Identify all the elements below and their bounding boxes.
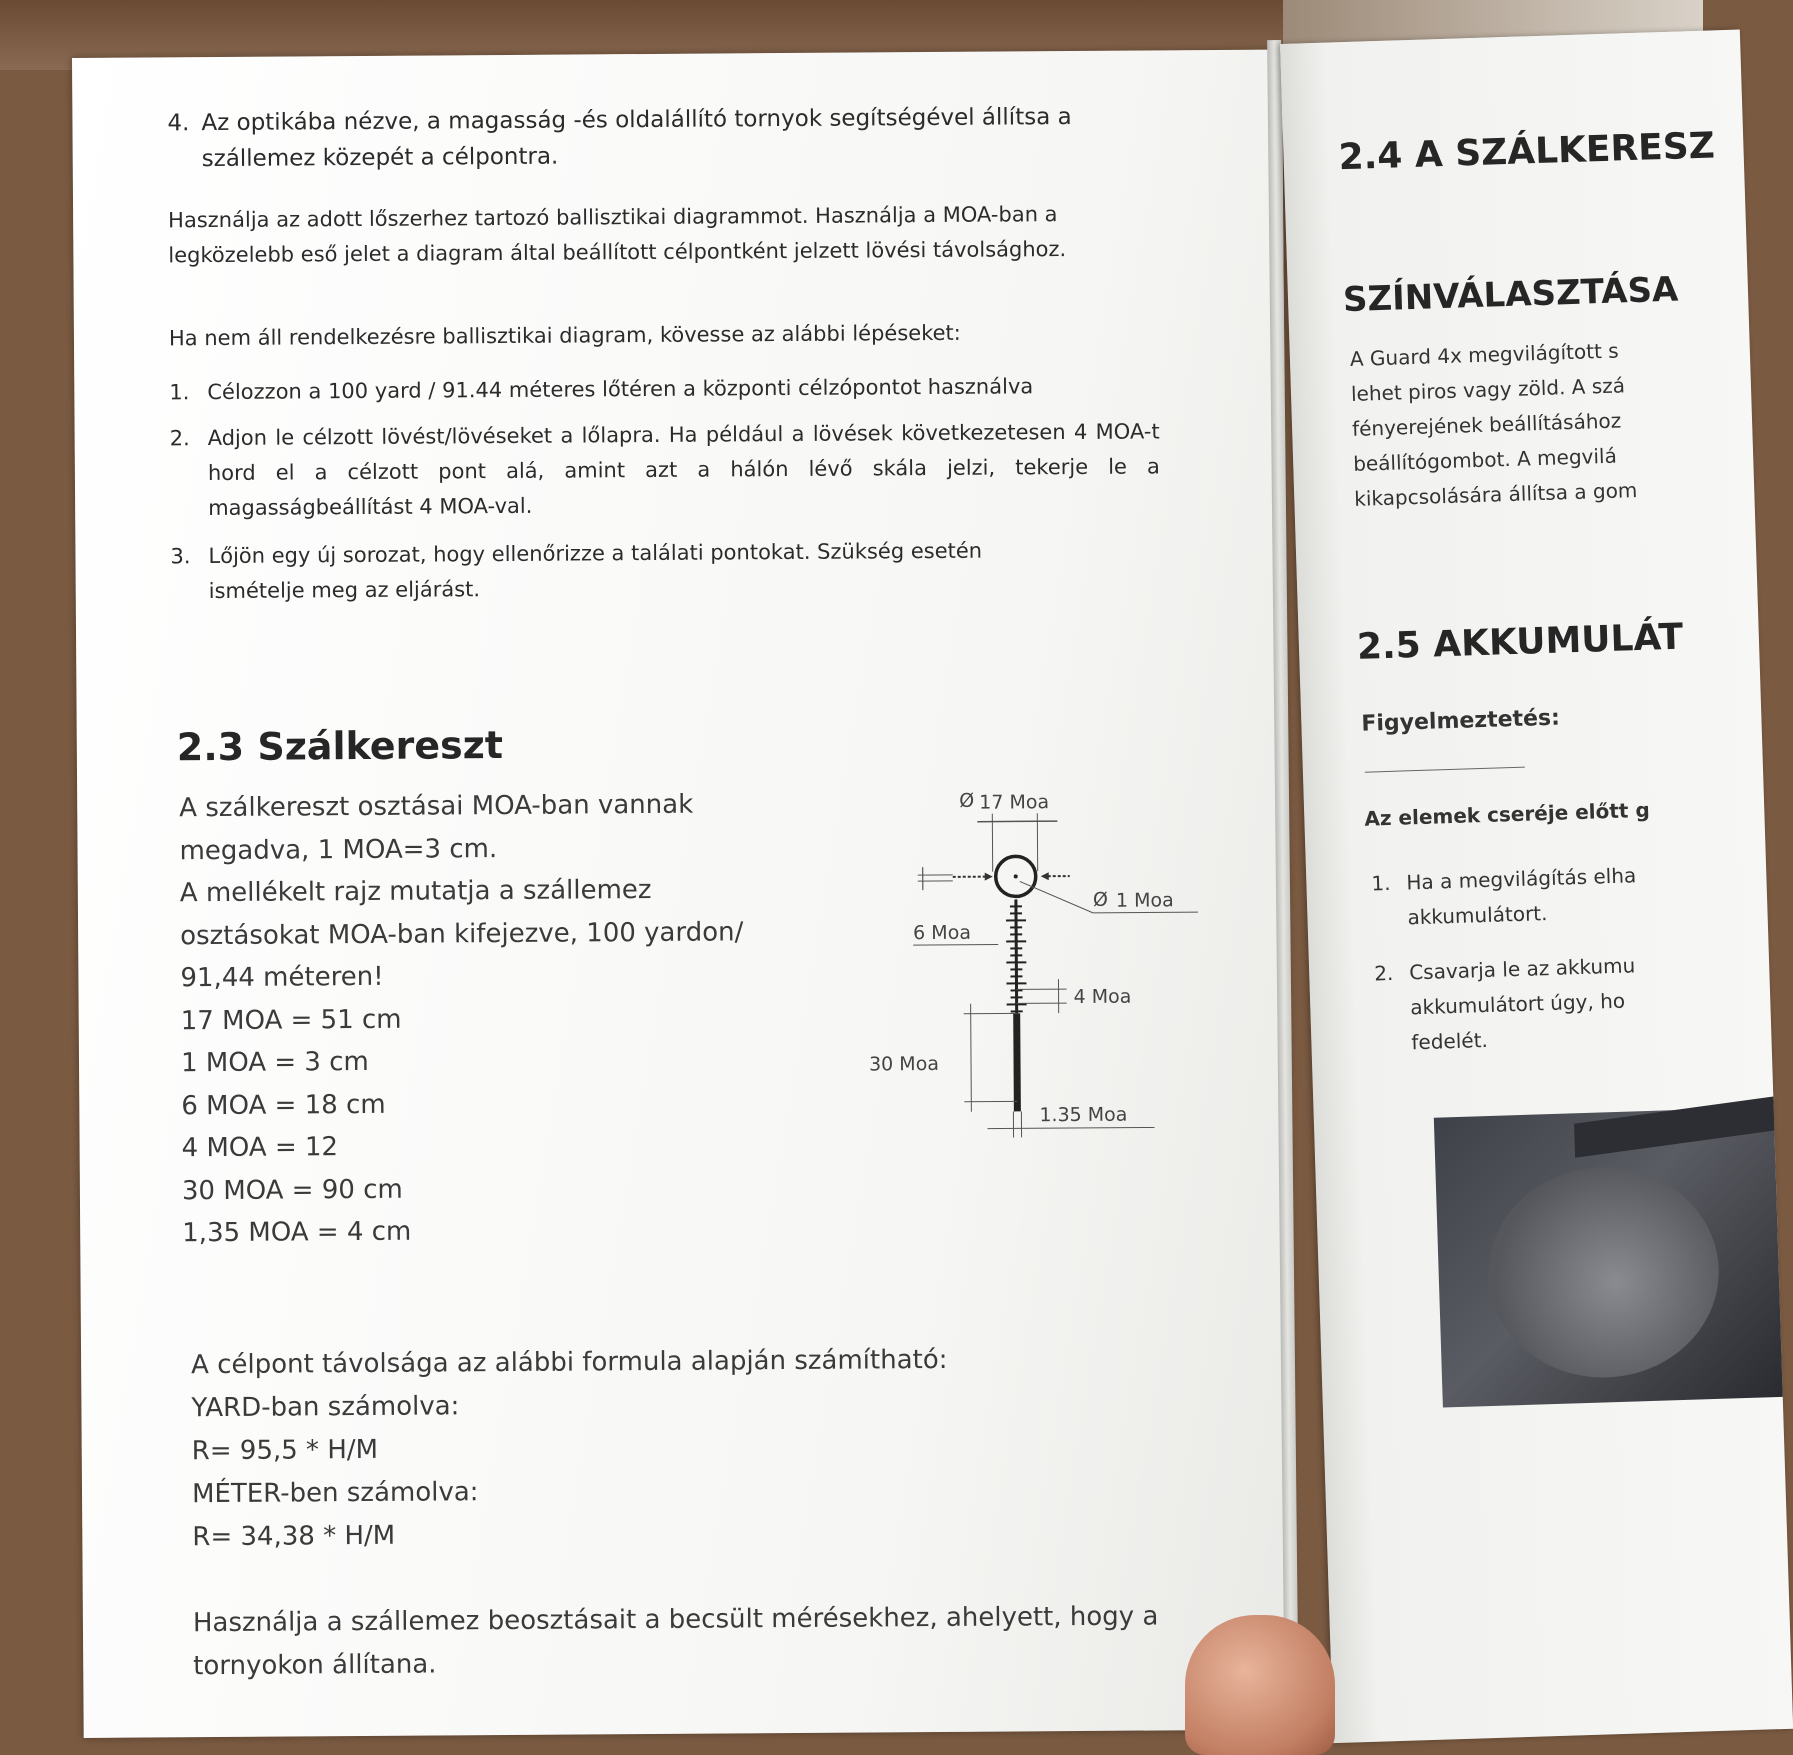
step-number: 2. <box>170 421 190 456</box>
color-paragraph <box>1349 333 1637 517</box>
text-line: A mellékelt rajz mutatja a szállemez <box>180 868 743 914</box>
text-line: Ha a megvilágítás elha <box>1406 858 1637 900</box>
leader-line <box>913 945 998 946</box>
text-line: A szálkereszt osztásai MOA-ban vannak <box>179 783 742 829</box>
battery-photo <box>1434 1107 1783 1408</box>
left-arrow-head <box>985 873 993 881</box>
thick-post <box>1017 1013 1018 1111</box>
text-line: 4 MOA = 12 <box>181 1123 744 1169</box>
label-17-moa: 17 Moa <box>979 791 1049 813</box>
closing-paragraph: Használja a szállemez beosztásait a becsült mérésekhez, ahelyett, hogy a tornyokon állítana. <box>193 1595 1194 1688</box>
heading-color-selection: SZÍNVÁLASZTÁSA <box>1342 270 1678 321</box>
battery-note: Az elemek cseréje előtt g <box>1364 793 1650 837</box>
leader-line <box>1020 881 1093 914</box>
text-line: Csavarja le az akkumu <box>1409 948 1636 990</box>
diameter-symbol: Ø <box>1093 889 1108 911</box>
photo-detail <box>1574 1097 1774 1158</box>
text-line: akkumulátort. <box>1407 893 1638 935</box>
diameter-symbol: Ø <box>959 790 974 812</box>
right-page <box>1280 30 1793 1744</box>
text-line: lehet piros vagy zöld. A szá <box>1350 368 1634 412</box>
text-line: beállítógombot. A megvilá <box>1353 438 1637 482</box>
label-4-moa: 4 Moa <box>1074 986 1132 1008</box>
step-number: 1. <box>169 375 189 410</box>
text-line: 91,44 méteren! <box>180 953 743 999</box>
dimension-line <box>987 1127 1154 1128</box>
label-1-35-moa: 1.35 Moa <box>1039 1104 1127 1127</box>
label-6-moa: 6 Moa <box>913 922 971 944</box>
step-number: 2. <box>1374 956 1394 992</box>
step-text: Célozzon a 100 yard / 91.44 méteres lőtéren a központi célzópontot használva <box>207 368 1159 410</box>
center-dot <box>1014 874 1018 878</box>
right-arrow-head <box>1041 872 1049 880</box>
step-number: 4. <box>167 105 189 141</box>
step-number: 1. <box>1371 866 1391 902</box>
label-30-moa: 30 Moa <box>869 1053 939 1075</box>
ballistic-paragraph: Használja az adott lőszerhez tartozó ballisztikai diagrammot. Használja a MOA-ban a legközelebb eső jelet a diagram által beállított célpontként jelzett lövési távolsághoz. <box>168 197 1128 274</box>
text-line: 30 MOA = 90 cm <box>182 1166 745 1212</box>
dimension-line <box>971 1004 972 1112</box>
step-text: Lőjön egy új sorozat, hogy ellenőrizze a találati pontokat. Szükség esetén ismételje meg az eljárást. <box>208 533 1030 609</box>
list-item <box>169 368 1159 410</box>
text-line: MÉTER-ben számolva: <box>192 1468 949 1516</box>
text-line: fényerejének beállításához <box>1352 403 1636 447</box>
battery-step <box>1369 948 1638 1061</box>
text-line: R= 34,38 * H/M <box>192 1511 949 1559</box>
step-text: Adjon le célzott lövést/lövéseket a lőlapra. Ha például a lövések következetesen 4 MOA-t hord el a célzott pont alá, amint azt a hálón lévő skála jelzi, tekerje le a magasságbeállítást 4 MOA-val. <box>208 414 1161 526</box>
divider <box>1365 767 1525 773</box>
text-line: 17 MOA = 51 cm <box>181 996 744 1042</box>
formula-block <box>191 1339 949 1559</box>
no-diagram-paragraph: Ha nem áll rendelkezésre ballisztikai diagram, kövesse az alábbi lépéseket: <box>169 314 1214 356</box>
steps-list <box>169 368 1161 609</box>
text-line: fedelét. <box>1411 1018 1638 1060</box>
step-text: Az optikába nézve, a magasság -és oldalállító tornyok segítségével állítsa a szállemez közepét a célpontra. <box>201 98 1181 177</box>
text-line: osztásokat MOA-ban kifejezve, 100 yardon/ <box>180 911 743 957</box>
step-4 <box>167 98 1212 177</box>
warning-label: Figyelmeztetés: <box>1361 701 1561 742</box>
text-line: 6 MOA = 18 cm <box>181 1081 744 1127</box>
list-item <box>170 533 1030 609</box>
text-line: A célpont távolsága az alábbi formula alapján számítható: <box>191 1339 948 1387</box>
text-line: megadva, 1 MOA=3 cm. <box>179 826 742 872</box>
reticle-diagram <box>897 780 1260 1253</box>
text-line: kikapcsolására állítsa a gom <box>1354 473 1638 517</box>
section-title: 2.3 Szálkereszt <box>177 723 503 769</box>
thumb <box>1185 1615 1335 1755</box>
step-number: 3. <box>170 539 190 574</box>
text-line: 1 MOA = 3 cm <box>181 1038 744 1084</box>
text-line: A Guard 4x megvilágított s <box>1349 333 1633 377</box>
battery-step <box>1366 858 1638 936</box>
label-1-moa: 1 Moa <box>1116 889 1174 911</box>
list-item <box>170 414 1161 526</box>
heading-2-5: 2.5 AKKUMULÁT <box>1356 617 1683 668</box>
text-line: 1,35 MOA = 4 cm <box>182 1208 745 1254</box>
text-line: R= 95,5 * H/M <box>192 1425 949 1473</box>
text-line: akkumulátort úgy, ho <box>1410 983 1637 1025</box>
left-page <box>72 50 1294 1738</box>
text-line: YARD-ban számolva: <box>191 1382 948 1430</box>
leader-line <box>1093 912 1198 913</box>
heading-2-4: 2.4 A SZÁLKERESZ <box>1338 125 1715 178</box>
dimension-line <box>977 821 1057 822</box>
photo-detail <box>1486 1164 1722 1381</box>
reticle-description <box>179 783 745 1254</box>
